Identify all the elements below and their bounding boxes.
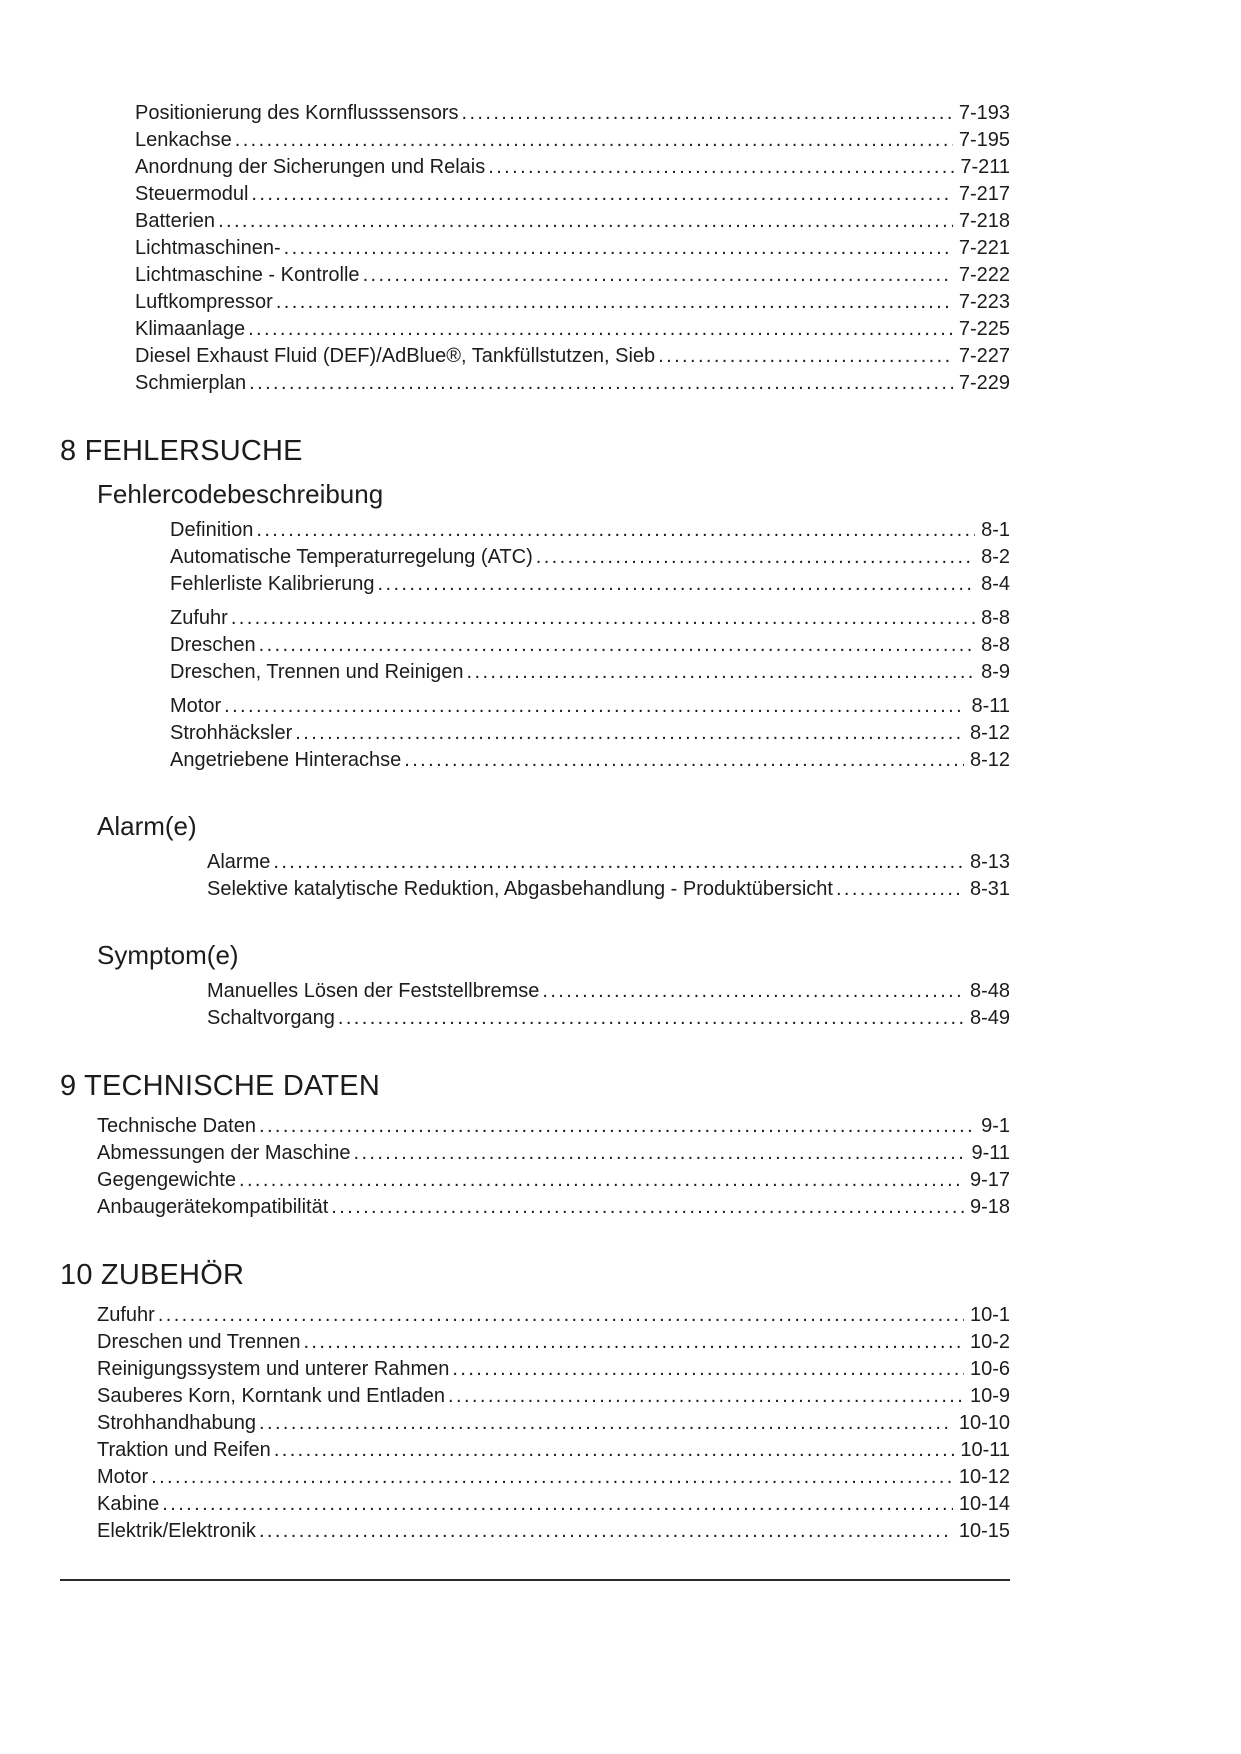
entry-label: Sauberes Korn, Korntank und Entladen bbox=[97, 1385, 446, 1407]
entry-page-number: 7-193 bbox=[958, 102, 1010, 124]
toc-entry bbox=[60, 1518, 1010, 1545]
entry-page-number: 8-8 bbox=[981, 634, 1010, 656]
entry-page-number: 9-18 bbox=[969, 1196, 1010, 1218]
dot-leader-icon bbox=[295, 720, 964, 747]
entry-label: Dreschen und Trennen bbox=[97, 1331, 301, 1353]
entry-page-number: 8-1 bbox=[981, 519, 1010, 541]
toc-entry-group bbox=[60, 978, 1010, 1032]
dot-leader-icon bbox=[276, 289, 953, 316]
entry-page-number: 10-6 bbox=[969, 1358, 1010, 1380]
entry-page-number: 7-221 bbox=[958, 237, 1010, 259]
entry-label: Manuelles Lösen der Feststellbremse bbox=[207, 980, 540, 1002]
entry-label: Abmessungen der Maschine bbox=[97, 1142, 351, 1164]
toc-entry bbox=[60, 571, 1010, 598]
toc-entry bbox=[60, 978, 1010, 1005]
footer-rule bbox=[60, 1579, 1010, 1581]
entry-page-number: 10-11 bbox=[960, 1439, 1010, 1461]
entry-label: Dreschen, Trennen und Reinigen bbox=[170, 661, 464, 683]
entry-label: Elektrik/Elektronik bbox=[97, 1520, 256, 1542]
toc-entry bbox=[60, 876, 1010, 903]
entry-label: Dreschen bbox=[170, 634, 256, 656]
chapter-heading: 10 ZUBEHÖR bbox=[60, 1259, 245, 1291]
dot-leader-icon bbox=[404, 747, 964, 774]
toc-entry bbox=[60, 181, 1010, 208]
dot-leader-icon bbox=[331, 1194, 964, 1221]
dot-leader-icon bbox=[218, 208, 953, 235]
entry-page-number: 8-11 bbox=[971, 695, 1010, 717]
dot-leader-icon bbox=[378, 571, 976, 598]
entry-page-number: 10-14 bbox=[958, 1493, 1010, 1515]
entry-page-number: 7-222 bbox=[958, 264, 1010, 286]
entry-page-number: 7-218 bbox=[958, 210, 1010, 232]
toc-entry-group bbox=[60, 517, 1010, 774]
toc-entry bbox=[60, 262, 1010, 289]
entry-page-number: 9-1 bbox=[981, 1115, 1010, 1137]
dot-leader-icon bbox=[259, 632, 975, 659]
toc-entry bbox=[60, 605, 1010, 632]
dot-leader-icon bbox=[303, 1329, 964, 1356]
entry-label: Schmierplan bbox=[135, 372, 247, 394]
toc-entry-group bbox=[60, 1302, 1010, 1545]
dot-leader-icon bbox=[251, 181, 952, 208]
entry-label: Strohhandhabung bbox=[97, 1412, 257, 1434]
toc-entry bbox=[60, 1140, 1010, 1167]
entry-page-number: 7-223 bbox=[958, 291, 1010, 313]
entry-label: Kabine bbox=[97, 1493, 160, 1515]
dot-leader-icon bbox=[256, 517, 975, 544]
dot-leader-icon bbox=[542, 978, 964, 1005]
toc-entry-group bbox=[60, 849, 1010, 903]
dot-leader-icon bbox=[224, 693, 965, 720]
entry-page-number: 8-12 bbox=[969, 722, 1010, 744]
entry-label: Automatische Temperaturregelung (ATC) bbox=[170, 546, 533, 568]
dot-leader-icon bbox=[239, 1167, 964, 1194]
dot-leader-icon bbox=[363, 262, 953, 289]
entry-label: Diesel Exhaust Fluid (DEF)/AdBlue®, Tankfüllstutzen, Sieb bbox=[135, 345, 656, 367]
dot-leader-icon bbox=[353, 1140, 965, 1167]
entry-page-number: 9-17 bbox=[969, 1169, 1010, 1191]
toc-entry-group bbox=[60, 100, 1010, 397]
dot-leader-icon bbox=[249, 370, 953, 397]
entry-label: Motor bbox=[97, 1466, 149, 1488]
toc-entry bbox=[60, 316, 1010, 343]
toc-entry bbox=[60, 235, 1010, 262]
dot-leader-icon bbox=[151, 1464, 953, 1491]
entry-label: Lichtmaschinen- bbox=[135, 237, 281, 259]
dot-leader-icon bbox=[158, 1302, 964, 1329]
entry-label: Anbaugerätekompatibilität bbox=[97, 1196, 329, 1218]
toc-entry bbox=[60, 1383, 1010, 1410]
entry-label: Zufuhr bbox=[170, 607, 228, 629]
entry-page-number: 7-211 bbox=[960, 156, 1010, 178]
entry-page-number: 8-13 bbox=[969, 851, 1010, 873]
toc-entry bbox=[60, 1005, 1010, 1032]
dot-leader-icon bbox=[536, 544, 975, 571]
toc-entry bbox=[60, 659, 1010, 686]
entry-page-number: 8-31 bbox=[969, 878, 1010, 900]
toc-entry bbox=[60, 154, 1010, 181]
entry-page-number: 8-12 bbox=[969, 749, 1010, 771]
toc-entry bbox=[60, 1194, 1010, 1221]
dot-leader-icon bbox=[836, 876, 964, 903]
entry-label: Schaltvorgang bbox=[207, 1007, 335, 1029]
dot-leader-icon bbox=[259, 1518, 953, 1545]
toc-entry bbox=[60, 1113, 1010, 1140]
toc-entry bbox=[60, 1302, 1010, 1329]
entry-label: Strohhäcksler bbox=[170, 722, 293, 744]
entry-label: Zufuhr bbox=[97, 1304, 155, 1326]
dot-leader-icon bbox=[467, 659, 976, 686]
entry-page-number: 7-217 bbox=[958, 183, 1010, 205]
entry-label: Alarme bbox=[207, 851, 271, 873]
section-subheading: Fehlercodebeschreibung bbox=[97, 479, 384, 509]
entry-page-number: 8-4 bbox=[981, 573, 1010, 595]
entry-page-number: 10-1 bbox=[969, 1304, 1010, 1326]
chapter-heading: 8 FEHLERSUCHE bbox=[60, 435, 303, 467]
chapter-heading: 9 TECHNISCHE DATEN bbox=[60, 1070, 380, 1102]
entry-label: Traktion und Reifen bbox=[97, 1439, 271, 1461]
entry-page-number: 10-15 bbox=[958, 1520, 1010, 1542]
entry-page-number: 8-2 bbox=[981, 546, 1010, 568]
toc-entry bbox=[60, 632, 1010, 659]
entry-label: Anordnung der Sicherungen und Relais bbox=[135, 156, 486, 178]
entry-label: Gegengewichte bbox=[97, 1169, 236, 1191]
entry-label: Klimaanlage bbox=[135, 318, 246, 340]
entry-label: Selektive katalytische Reduktion, Abgasbehandlung - Produktübersicht bbox=[207, 878, 833, 900]
toc-entry bbox=[60, 127, 1010, 154]
dot-leader-icon bbox=[259, 1410, 953, 1437]
toc-entry bbox=[60, 517, 1010, 544]
toc-entry bbox=[60, 1167, 1010, 1194]
entry-label: Reinigungssystem und unterer Rahmen bbox=[97, 1358, 450, 1380]
entry-page-number: 8-49 bbox=[969, 1007, 1010, 1029]
entry-page-number: 7-229 bbox=[958, 372, 1010, 394]
toc-entry bbox=[60, 1356, 1010, 1383]
toc-entry bbox=[60, 747, 1010, 774]
dot-leader-icon bbox=[452, 1356, 964, 1383]
entry-label: Steuermodul bbox=[135, 183, 249, 205]
dot-leader-icon bbox=[462, 100, 953, 127]
dot-leader-icon bbox=[448, 1383, 964, 1410]
toc-entry bbox=[60, 100, 1010, 127]
dot-leader-icon bbox=[248, 316, 953, 343]
toc-entry bbox=[60, 370, 1010, 397]
entry-page-number: 8-9 bbox=[981, 661, 1010, 683]
dot-leader-icon bbox=[162, 1491, 953, 1518]
dot-leader-icon bbox=[274, 1437, 955, 1464]
entry-page-number: 7-227 bbox=[958, 345, 1010, 367]
toc-entry bbox=[60, 720, 1010, 747]
dot-leader-icon bbox=[259, 1113, 975, 1140]
toc-entry bbox=[60, 1437, 1010, 1464]
entry-page-number: 10-12 bbox=[958, 1466, 1010, 1488]
entry-label: Fehlerliste Kalibrierung bbox=[170, 573, 375, 595]
toc-entry bbox=[60, 849, 1010, 876]
dot-leader-icon bbox=[235, 127, 953, 154]
entry-label: Luftkompressor bbox=[135, 291, 273, 313]
entry-label: Lenkachse bbox=[135, 129, 232, 151]
toc-entry bbox=[60, 1464, 1010, 1491]
section-subheading: Symptom(e) bbox=[97, 940, 239, 970]
entry-page-number: 10-10 bbox=[958, 1412, 1010, 1434]
toc-entry bbox=[60, 343, 1010, 370]
toc-entry-group bbox=[60, 1113, 1010, 1221]
dot-leader-icon bbox=[658, 343, 953, 370]
dot-leader-icon bbox=[231, 605, 975, 632]
entry-page-number: 7-225 bbox=[958, 318, 1010, 340]
entry-page-number: 10-9 bbox=[969, 1385, 1010, 1407]
entry-label: Definition bbox=[170, 519, 254, 541]
entry-page-number: 9-11 bbox=[971, 1142, 1010, 1164]
entry-label: Angetriebene Hinterachse bbox=[170, 749, 402, 771]
toc-entry bbox=[60, 693, 1010, 720]
entry-label: Batterien bbox=[135, 210, 216, 232]
toc-entry bbox=[60, 544, 1010, 571]
toc-entry bbox=[60, 1491, 1010, 1518]
entry-label: Lichtmaschine - Kontrolle bbox=[135, 264, 360, 286]
toc-entry bbox=[60, 1329, 1010, 1356]
toc-entry bbox=[60, 1410, 1010, 1437]
toc-entry bbox=[60, 208, 1010, 235]
entry-label: Motor bbox=[170, 695, 222, 717]
dot-leader-icon bbox=[284, 235, 953, 262]
entry-label: Positionierung des Kornflusssensors bbox=[135, 102, 459, 124]
entry-page-number: 7-195 bbox=[958, 129, 1010, 151]
dot-leader-icon bbox=[273, 849, 964, 876]
dot-leader-icon bbox=[488, 154, 954, 181]
toc-content bbox=[60, 100, 1010, 1545]
entry-page-number: 10-2 bbox=[969, 1331, 1010, 1353]
dot-leader-icon bbox=[338, 1005, 964, 1032]
toc-entry bbox=[60, 289, 1010, 316]
section-subheading: Alarm(e) bbox=[97, 811, 197, 841]
entry-page-number: 8-48 bbox=[969, 980, 1010, 1002]
entry-label: Technische Daten bbox=[97, 1115, 256, 1137]
entry-page-number: 8-8 bbox=[981, 607, 1010, 629]
